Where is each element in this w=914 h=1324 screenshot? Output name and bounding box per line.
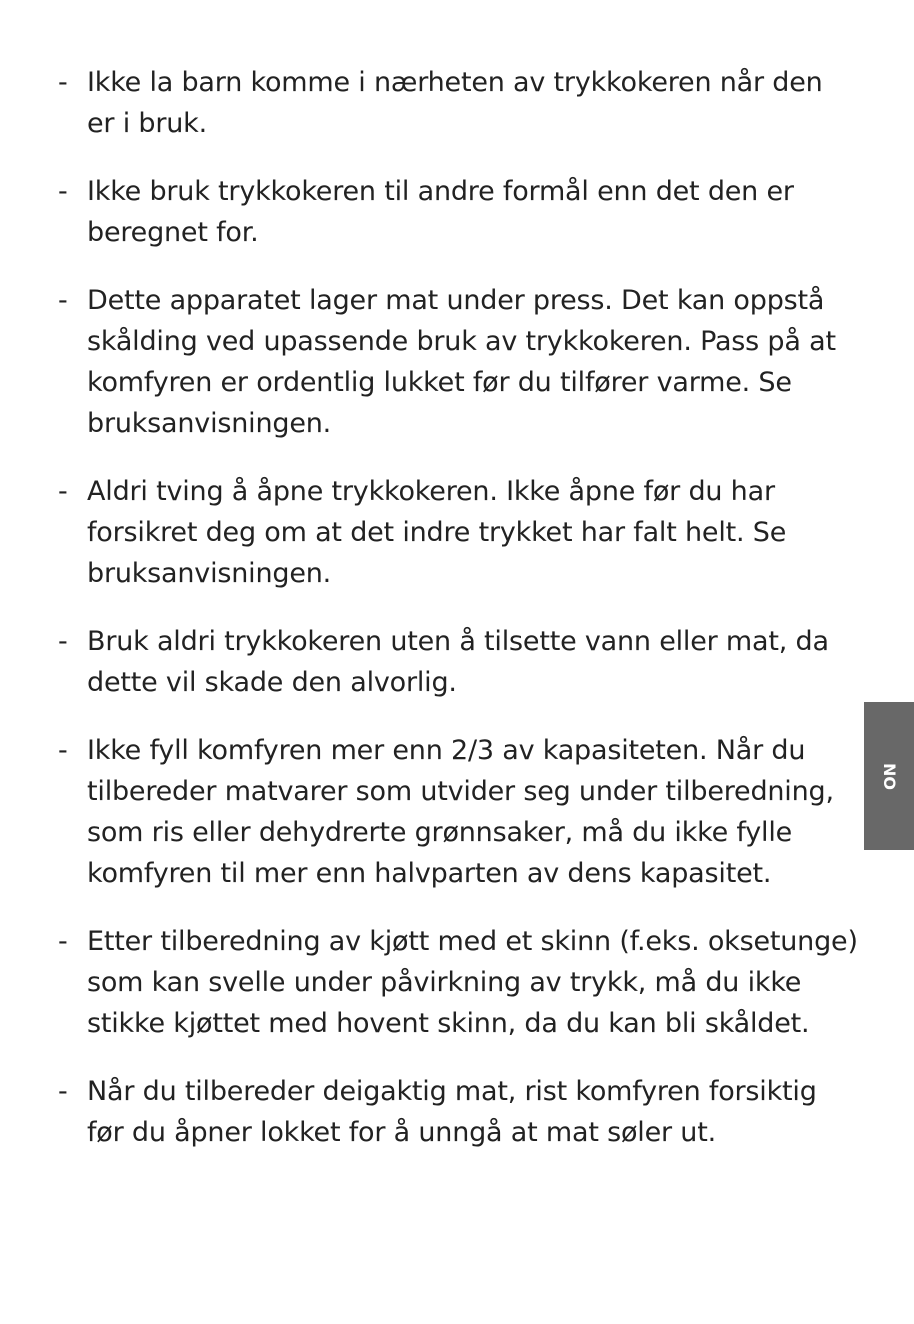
- list-item-text: Aldri tving å åpne trykkokeren. Ikke åpne før du har forsikret deg om at det indre trykket har falt helt. Se bruksanvisningen.: [87, 476, 787, 589]
- list-bullet: -: [58, 476, 68, 507]
- language-tab: [864, 702, 914, 850]
- list-bullet: -: [58, 1076, 68, 1107]
- list-bullet: -: [58, 67, 68, 98]
- list-item: [58, 1071, 858, 1153]
- list-item-text: Ikke bruk trykkokeren til andre formål enn det den er beregnet for.: [87, 176, 794, 248]
- list-bullet: -: [58, 926, 68, 957]
- list-item: [58, 280, 858, 444]
- list-item: [58, 621, 858, 703]
- list-item: [58, 62, 858, 144]
- list-bullet: -: [58, 176, 68, 207]
- list-item-text: Når du tilbereder deigaktig mat, rist komfyren forsiktig før du åpner lokket for å unngå at mat søler ut.: [87, 1076, 817, 1148]
- list-item-text: Ikke la barn komme i nærheten av trykkokeren når den er i bruk.: [87, 67, 823, 139]
- list-bullet: -: [58, 626, 68, 657]
- list-item: [58, 921, 858, 1044]
- list-item: [58, 730, 858, 894]
- safety-instructions-list: [58, 62, 858, 1180]
- language-tab-label: NO: [879, 762, 899, 790]
- list-bullet: -: [58, 735, 68, 766]
- list-item: [58, 171, 858, 253]
- list-item: [58, 471, 858, 594]
- list-bullet: -: [58, 285, 68, 316]
- list-item-text: Etter tilberedning av kjøtt med et skinn (f.eks. oksetunge) som kan svelle under påvirkning av trykk, må du ikke stikke kjøttet med hovent skinn, da du kan bli skåldet.: [87, 926, 858, 1039]
- list-item-text: Ikke fyll komfyren mer enn 2/3 av kapasiteten. Når du tilbereder matvarer som utvider seg under tilberedning, som ris eller dehydrerte grønnsaker, må du ikke fylle komfyren til mer enn halvparten av dens kapasitet.: [87, 735, 834, 889]
- list-item-text: Dette apparatet lager mat under press. Det kan oppstå skålding ved upassende bruk av trykkokeren. Pass på at komfyren er ordentlig lukket før du tilfører varme. Se bruksanvisningen.: [87, 285, 836, 439]
- list-item-text: Bruk aldri trykkokeren uten å tilsette vann eller mat, da dette vil skade den alvorlig.: [87, 626, 829, 698]
